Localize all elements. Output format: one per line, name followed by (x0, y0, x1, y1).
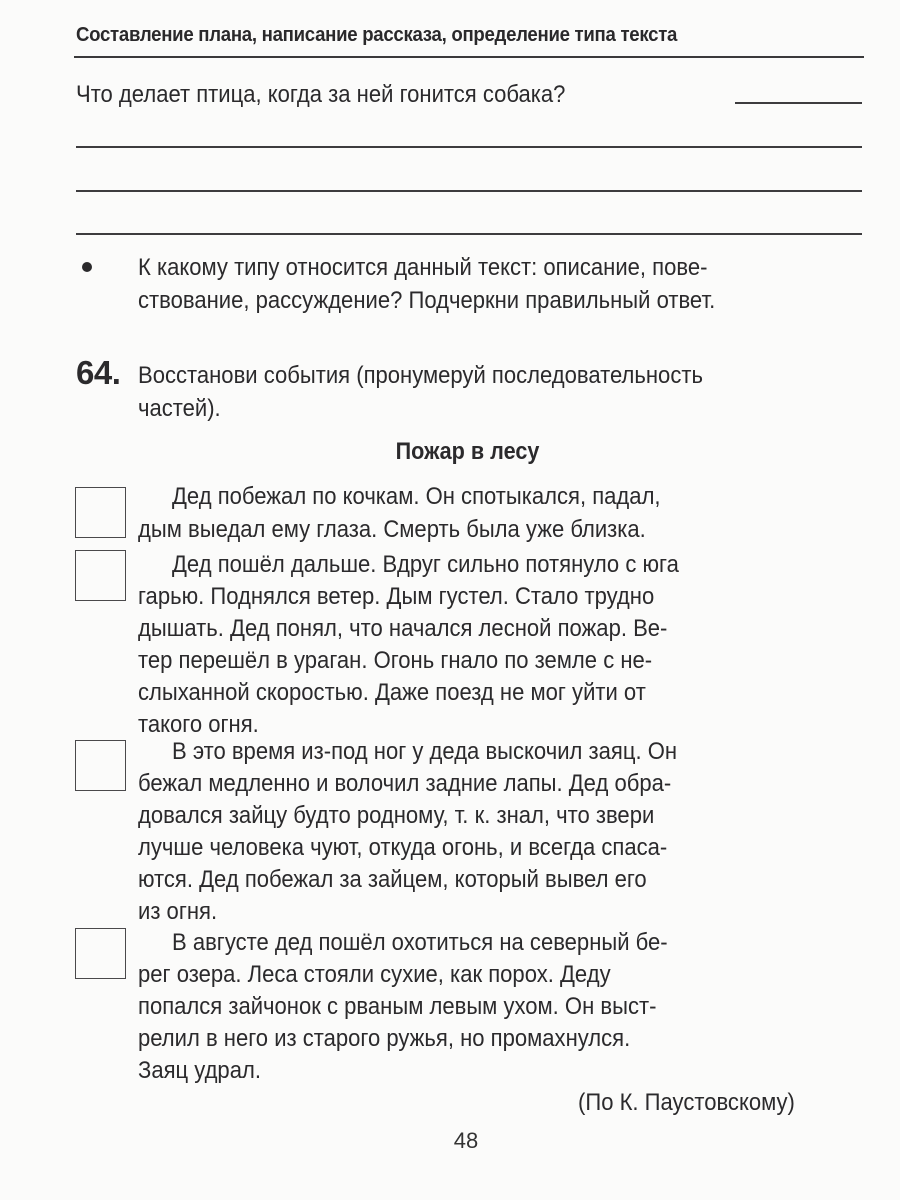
part-2-line-1: Дед пошёл дальше. Вдруг сильно потянуло с юга (172, 551, 679, 578)
part-3-line-1: В это время из-под ног у деда выскочил заяц. Он (172, 738, 678, 765)
order-box-2[interactable] (75, 550, 126, 601)
answer-line-1[interactable] (735, 102, 862, 104)
answer-line-4[interactable] (76, 233, 862, 235)
part-2-line-6: такого огня. (138, 711, 259, 738)
part-4-line-2: рег озера. Леса стояли сухие, как порох. Деду (138, 961, 611, 988)
part-4-line-3: попался зайчонок с рваным левым ухом. Он выст- (138, 993, 657, 1020)
part-3-line-4: лучше человека чуют, откуда огонь, и всегда спаса- (138, 834, 668, 861)
task-instruction-line-2: частей). (138, 395, 221, 422)
answer-line-2[interactable] (76, 146, 862, 148)
part-2-line-4: тер перешёл в ураган. Огонь гнало по земле с не- (138, 647, 653, 674)
bullet-task-line-1: К какому типу относится данный текст: описание, пове- (138, 254, 708, 281)
order-box-3[interactable] (75, 740, 126, 791)
order-box-1[interactable] (75, 487, 126, 538)
part-3-line-6: из огня. (138, 898, 218, 925)
part-2-line-5: слыханной скоростью. Даже поезд не мог уйти от (138, 679, 646, 706)
part-2-line-2: гарью. Поднялся ветер. Дым густел. Стало трудно (138, 583, 655, 610)
bullet-icon (82, 262, 92, 272)
task-instruction-line-1: Восстанови события (пронумеруй последовательность (138, 362, 703, 389)
answer-line-3[interactable] (76, 190, 862, 192)
story-title: Пожар в лесу (395, 438, 540, 465)
bullet-task-line-2: ствование, рассуждение? Подчеркни правильный ответ. (138, 287, 716, 314)
part-3-line-5: ются. Дед побежал за зайцем, который вывел его (138, 866, 647, 893)
part-4-line-4: релил в него из старого ружья, но промахнулся. (138, 1025, 631, 1052)
part-3-line-3: довался зайцу будто родному, т. к. знал, что звери (138, 802, 655, 829)
order-box-4[interactable] (75, 928, 126, 979)
part-4-line-1: В августе дед пошёл охотиться на северный бе- (172, 929, 668, 956)
task-number: 64. (76, 354, 121, 391)
question-text: Что делает птица, когда за ней гонится собака? (76, 81, 566, 108)
part-2-line-3: дышать. Дед понял, что начался лесной пожар. Ве- (138, 615, 668, 642)
header-rule (74, 56, 864, 58)
part-1-line-1: Дед побежал по кочкам. Он спотыкался, падал, (172, 483, 661, 510)
section-header: Составление плана, написание рассказа, определение типа текста (76, 24, 678, 46)
part-3-line-2: бежал медленно и волочил задние лапы. Дед обра- (138, 770, 672, 797)
attribution: (По К. Паустовскому) (578, 1089, 795, 1116)
page-number: 48 (453, 1128, 479, 1153)
part-4-line-5: Заяц удрал. (138, 1057, 261, 1084)
part-1-line-2: дым выедал ему глаза. Смерть была уже близка. (138, 516, 646, 543)
